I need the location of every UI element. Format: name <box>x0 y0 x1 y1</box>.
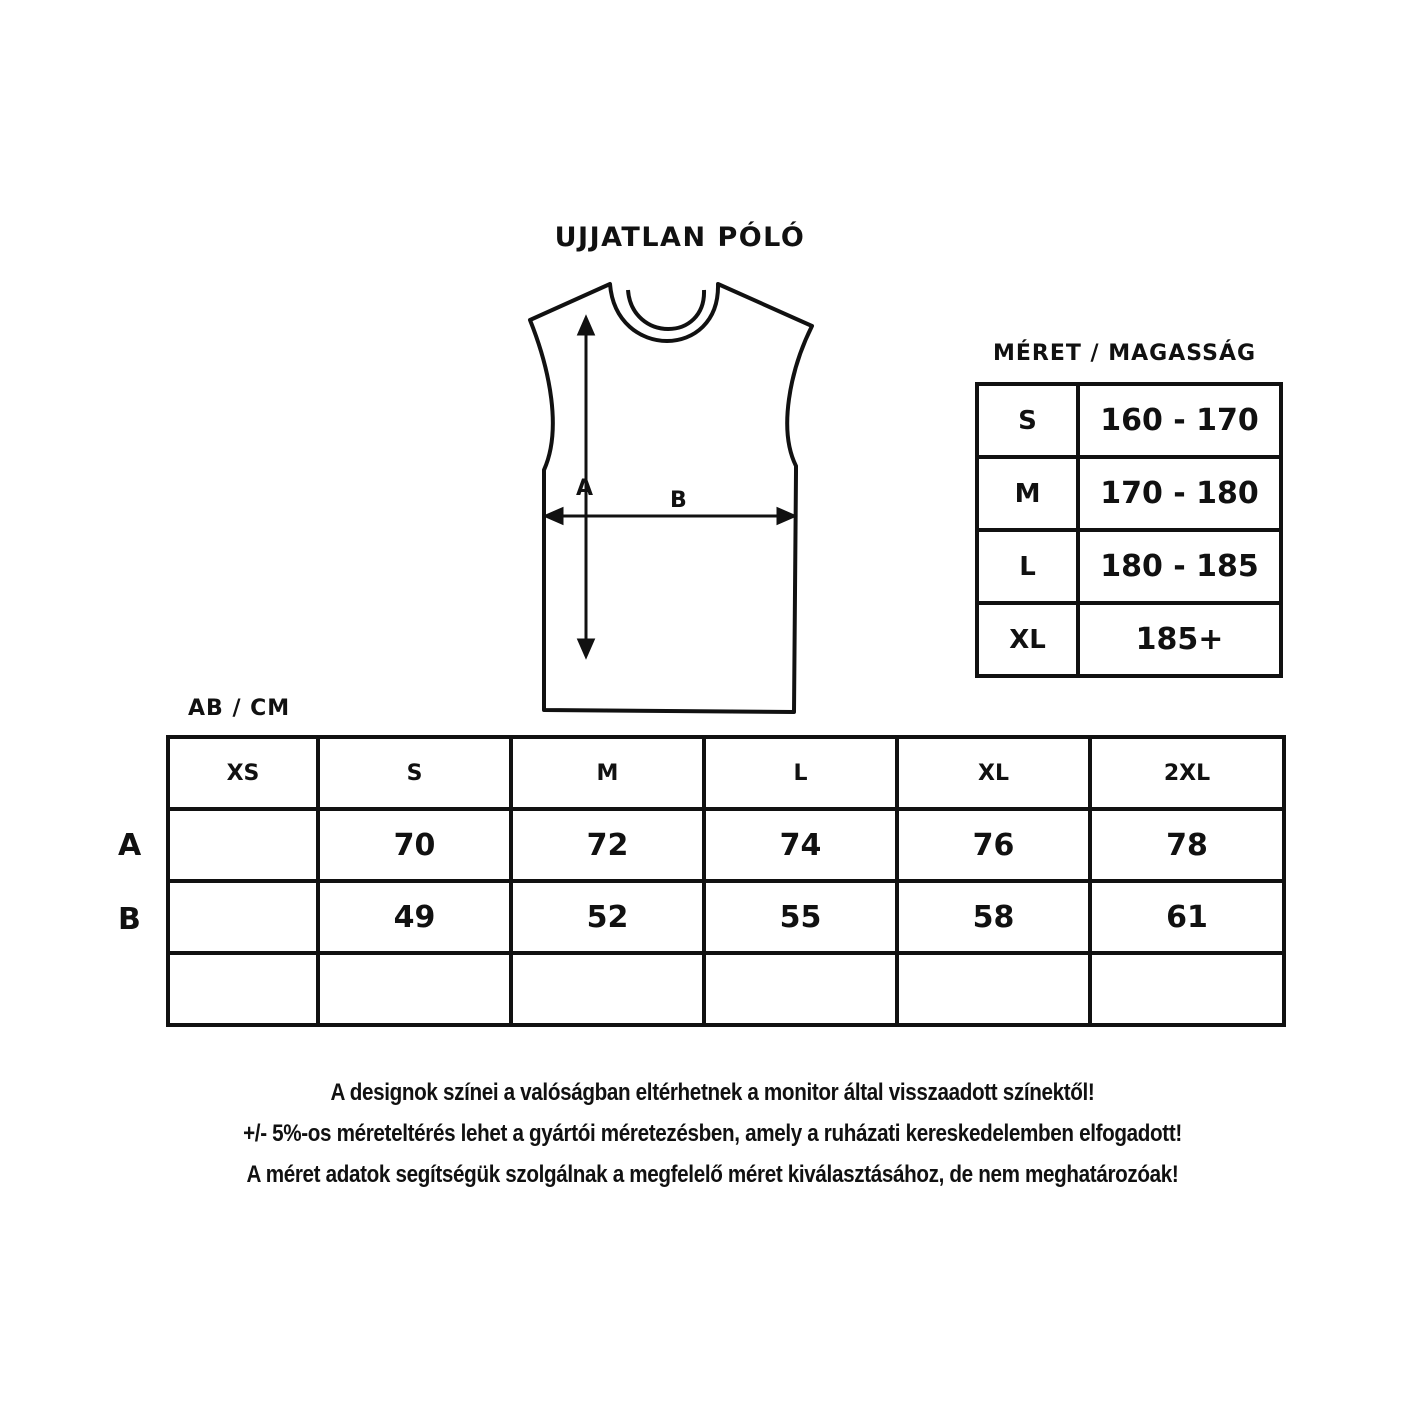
height-row <box>977 384 1281 457</box>
size-header-cell: S <box>318 737 511 809</box>
disclaimer-line: A méret adatok segítségük szolgálnak a megfelelő méret kiválasztásához, de nem meghatározóak! <box>246 1161 1179 1188</box>
size-cell: 76 <box>897 809 1090 881</box>
size-cell <box>897 953 1090 1025</box>
size-cell: 70 <box>318 809 511 881</box>
measure-b-label: B <box>670 488 687 513</box>
size-header-cell: L <box>704 737 897 809</box>
size-table <box>166 735 1286 1027</box>
height-range-cell: 180 - 185 <box>1078 530 1281 603</box>
size-cell: 72 <box>511 809 704 881</box>
size-row-a <box>168 809 1284 881</box>
size-cell <box>168 953 318 1025</box>
row-label-a: A <box>118 828 142 863</box>
measure-a-arrow-top <box>579 318 593 334</box>
size-cell: 55 <box>704 881 897 953</box>
size-cell <box>168 809 318 881</box>
size-cell: 49 <box>318 881 511 953</box>
height-size-cell: L <box>977 530 1078 603</box>
shirt-collar <box>628 290 704 329</box>
size-cell <box>1090 953 1284 1025</box>
size-header-cell: 2XL <box>1090 737 1284 809</box>
size-cell <box>704 953 897 1025</box>
disclaimer-line: +/- 5%-os méreteltérés lehet a gyártói méretezésben, amely a ruházati kereskedelemben elfogadott! <box>243 1120 1182 1147</box>
height-size-cell: M <box>977 457 1078 530</box>
size-row-b <box>168 881 1284 953</box>
size-cell <box>318 953 511 1025</box>
measure-a-arrow-bottom <box>579 640 593 656</box>
height-size-cell: S <box>977 384 1078 457</box>
disclaimer-line: A designok színei a valóságban eltérhetnek a monitor által visszaadott színektől! <box>330 1079 1095 1106</box>
size-row-empty <box>168 953 1284 1025</box>
size-header-cell: XL <box>897 737 1090 809</box>
size-cell <box>168 881 318 953</box>
size-cell <box>511 953 704 1025</box>
size-cell: 58 <box>897 881 1090 953</box>
height-range-cell: 185+ <box>1078 603 1281 676</box>
size-header-cell: XS <box>168 737 318 809</box>
height-table <box>975 382 1283 678</box>
height-table-caption: MÉRET / MAGASSÁG <box>993 341 1257 366</box>
height-range-cell: 170 - 180 <box>1078 457 1281 530</box>
measure-b-arrow-left <box>546 509 562 523</box>
height-row <box>977 603 1281 676</box>
measure-b-arrow-right <box>778 509 794 523</box>
size-table-caption: AB / CM <box>188 696 291 721</box>
size-cell: 74 <box>704 809 897 881</box>
measure-a-label: A <box>576 476 594 501</box>
height-range-cell: 160 - 170 <box>1078 384 1281 457</box>
size-cell: 61 <box>1090 881 1284 953</box>
row-label-b: B <box>118 902 141 937</box>
height-row <box>977 530 1281 603</box>
height-row <box>977 457 1281 530</box>
size-cell: 52 <box>511 881 704 953</box>
size-header-cell: M <box>511 737 704 809</box>
page-title: UJJATLAN PÓLÓ <box>554 222 806 253</box>
size-header-row <box>168 737 1284 809</box>
height-size-cell: XL <box>977 603 1078 676</box>
size-cell: 78 <box>1090 809 1284 881</box>
sleeveless-shirt-diagram <box>520 270 820 730</box>
disclaimer-notes <box>0 1072 1425 1195</box>
